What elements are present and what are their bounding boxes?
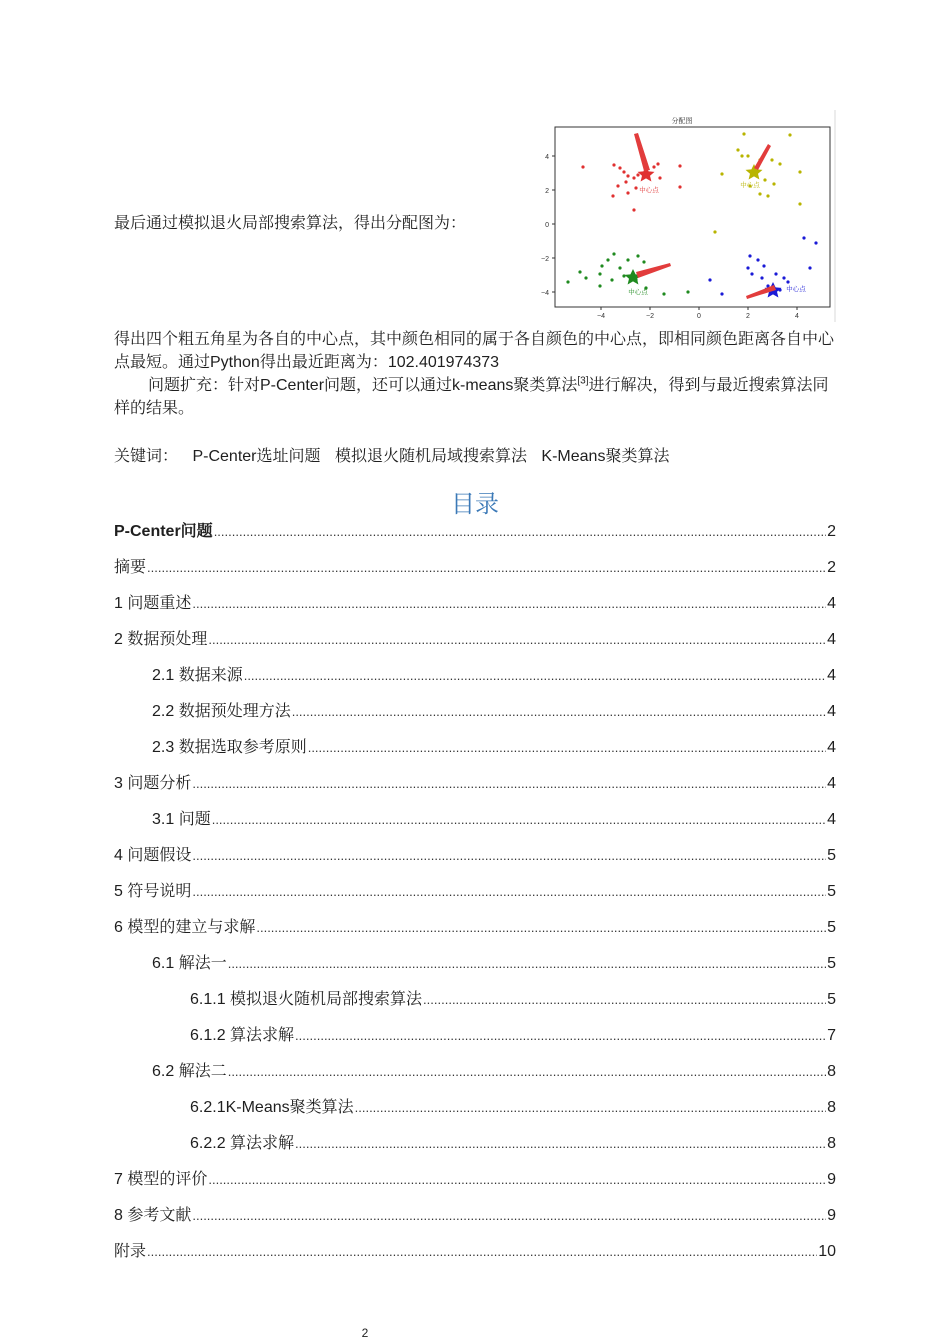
toc-entry-label: 2.2 数据预处理方法 (152, 703, 291, 720)
toc-entry[interactable] (114, 626, 836, 662)
toc-entry[interactable] (114, 986, 836, 1022)
toc-leader (355, 1100, 826, 1115)
toc-entry-label: 6.2.2 算法求解 (190, 1135, 295, 1152)
keywords-line (114, 443, 669, 466)
extension-text-after: 进行解决，得到与最近搜索算法同样的结果。 (114, 377, 829, 417)
toc-leader (212, 812, 826, 827)
toc-leader (295, 1136, 826, 1151)
x-tick-label: 0 (697, 313, 701, 320)
green-center-label: 中心点 (628, 289, 648, 296)
keyword-item: K-Means聚类算法 (541, 448, 670, 465)
toc-page-number: 8 (827, 1135, 836, 1152)
toc-page-number: 4 (827, 739, 836, 756)
toc-leader (192, 848, 826, 863)
toc-entry-label: 6.1 解法一 (152, 955, 227, 972)
toc-entry-label: 1 问题重述 (114, 595, 192, 612)
y-tick-label: −4 (541, 290, 549, 297)
toc-entry-label: 3 问题分析 (114, 775, 192, 792)
toc-leader (147, 1244, 817, 1259)
scatter-plot (528, 110, 838, 325)
toc-page-number: 4 (827, 811, 836, 828)
toc-page-number: 5 (827, 883, 836, 900)
toc-entry-label: 附录 (114, 1243, 147, 1260)
toc-entry-label: 6.2 解法二 (152, 1063, 227, 1080)
toc-leader (244, 668, 826, 683)
toc-page-number: 5 (827, 847, 836, 864)
toc-page-number: 5 (827, 955, 836, 972)
y-tick-label: 0 (545, 222, 549, 229)
toc-entry-label: 5 符号说明 (114, 883, 192, 900)
red-center-label: 中心点 (639, 187, 659, 194)
toc-entry-label: 2.1 数据来源 (152, 667, 243, 684)
toc-entry[interactable] (114, 1130, 836, 1166)
allocation-figure (528, 110, 838, 325)
toc-entry[interactable] (114, 662, 836, 698)
toc-entry[interactable] (114, 950, 836, 986)
intro-text: 最后通过模拟退火局部搜索算法，得出分配图为： (114, 215, 467, 232)
toc-entry-label: P-Center问题 (114, 523, 213, 540)
toc-entry[interactable] (114, 1166, 836, 1202)
toc-page-number: 4 (827, 667, 836, 684)
toc-page-number: 2 (827, 523, 836, 540)
x-tick-label: −2 (646, 313, 654, 320)
toc-page-number: 2 (827, 559, 836, 576)
toc-page-number: 10 (818, 1243, 836, 1260)
yellow-center-label: 中心点 (740, 182, 760, 189)
toc-entry-label: 6.1.2 算法求解 (190, 1027, 295, 1044)
toc-leader (214, 524, 826, 539)
toc-leader (192, 884, 826, 899)
toc-entry[interactable] (114, 770, 836, 806)
toc-entry-label: 摘要 (114, 559, 147, 576)
citation-ref: [3] (577, 375, 589, 387)
toc-entry[interactable] (114, 518, 836, 554)
toc-page-number: 4 (827, 775, 836, 792)
toc-leader (208, 632, 826, 647)
toc-entry-label: 6 模型的建立与求解 (114, 919, 256, 936)
keywords-label: 关键词： (114, 448, 179, 465)
toc-title: 目录 (451, 491, 499, 518)
toc-page-number: 5 (827, 991, 836, 1008)
toc-entry[interactable] (114, 1094, 836, 1130)
toc-entry[interactable] (114, 914, 836, 950)
toc-entry[interactable] (114, 590, 836, 626)
toc-leader (295, 1028, 826, 1043)
figure-title: 分配图 (671, 118, 693, 125)
toc-entry[interactable] (114, 806, 836, 842)
toc-entry[interactable] (114, 842, 836, 878)
toc-entry-label: 3.1 问题 (152, 811, 211, 828)
toc-entry[interactable] (114, 1238, 836, 1274)
toc-entry-label: 8 参考文献 (114, 1207, 192, 1224)
x-tick-label: 4 (795, 313, 799, 320)
toc-entry-label: 2.3 数据选取参考原则 (152, 739, 307, 756)
toc-page-number: 9 (827, 1207, 836, 1224)
toc-leader (228, 1064, 826, 1079)
result-paragraph: 得出四个粗五角星为各自的中心点，其中颜色相同的属于各自颜色的中心点，即相同颜色距离各自中心点最短。通过Python得出最近距离为：102.401974373 (114, 331, 835, 371)
toc-leader (192, 1208, 826, 1223)
toc-entry-label: 6.1.1 模拟退火随机局部搜索算法 (190, 991, 423, 1008)
y-tick-label: 2 (545, 188, 549, 195)
keyword-item: 模拟退火随机局域搜索算法 (334, 448, 527, 465)
page-number: 2 (361, 1326, 369, 1340)
toc-leader (228, 956, 826, 971)
y-tick-label: −2 (541, 256, 549, 263)
extension-paragraph (114, 374, 834, 420)
toc-page-number: 8 (827, 1063, 836, 1080)
toc-entry-label: 6.2.1K-Means聚类算法 (190, 1099, 354, 1116)
toc-entry-label: 2 数据预处理 (114, 631, 208, 648)
toc-entry-label: 7 模型的评价 (114, 1171, 208, 1188)
toc-entry[interactable] (114, 1058, 836, 1094)
toc-leader (423, 992, 826, 1007)
toc-leader (192, 776, 826, 791)
table-of-contents (114, 518, 836, 1274)
toc-leader (308, 740, 826, 755)
x-tick-label: −4 (597, 313, 605, 320)
y-tick-label: 4 (545, 154, 549, 161)
toc-entry-label: 4 问题假设 (114, 847, 192, 864)
blue-center-label: 中心点 (786, 286, 806, 293)
toc-leader (292, 704, 826, 719)
toc-page-number: 8 (827, 1099, 836, 1116)
toc-page-number: 4 (827, 631, 836, 648)
toc-page-number: 7 (827, 1027, 836, 1044)
toc-entry[interactable] (114, 1022, 836, 1058)
toc-entry[interactable] (114, 1202, 836, 1238)
toc-page-number: 4 (827, 703, 836, 720)
toc-page-number: 9 (827, 1171, 836, 1188)
toc-entry[interactable] (114, 554, 836, 590)
toc-leader (256, 920, 826, 935)
toc-entry[interactable] (114, 698, 836, 734)
toc-entry[interactable] (114, 878, 836, 914)
toc-page-number: 5 (827, 919, 836, 936)
x-tick-label: 2 (746, 313, 750, 320)
toc-leader (208, 1172, 826, 1187)
keyword-item: P-Center选址问题 (192, 448, 321, 465)
extension-text-before: 问题扩充：针对P-Center问题，还可以通过k-means聚类算法 (148, 377, 578, 394)
toc-leader (192, 596, 826, 611)
toc-leader (147, 560, 826, 575)
toc-entry[interactable] (114, 734, 836, 770)
toc-page-number: 4 (827, 595, 836, 612)
plot-frame (555, 127, 830, 307)
